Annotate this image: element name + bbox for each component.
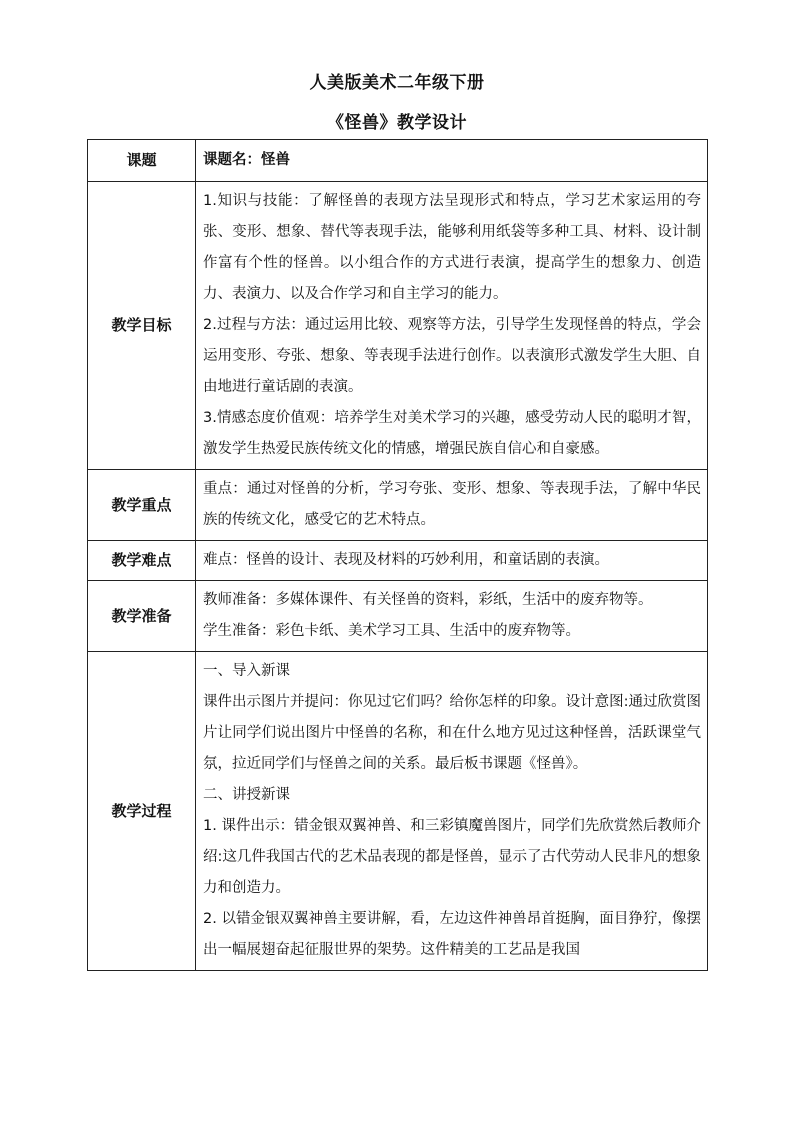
row-label-process: 教学过程 <box>88 652 196 971</box>
table-row-process <box>88 652 708 971</box>
preparation-paragraph: 学生准备：彩色卡纸、美术学习工具、生活中的废弃物等。 <box>203 623 580 639</box>
goal-paragraph: 2.过程与方法：通过运用比较、观察等方法，引导学生发现怪兽的特点，学会运用变形、夸张、想象、等表现手法进行创作。以表演形式激发学生大胆、自由地进行童话剧的表演。 <box>203 317 701 395</box>
table-row-goals <box>88 182 708 470</box>
table-row-key-points <box>88 470 708 541</box>
goal-paragraph: 1.知识与技能：了解怪兽的表现方法呈现形式和特点，学习艺术家运用的夸张、变形、想象、替代等表现手法，能够利用纸袋等多种工具、材料、设计制作富有个性的怪兽。以小组合作的方式进行表演，提高学生的想象力、创造力、表演力、以及合作学习和自主学习的能力。 <box>203 193 701 302</box>
document-subtitle: 《怪兽》教学设计 <box>327 113 467 133</box>
row-content-goals <box>196 182 708 470</box>
row-content-process <box>196 652 708 971</box>
row-label-difficulties: 教学难点 <box>88 541 196 581</box>
topic-name: 怪兽 <box>261 152 290 168</box>
table-row-preparation <box>88 581 708 652</box>
row-content-key-points <box>196 470 708 541</box>
document-title: 人美版美术二年级下册 <box>309 73 485 93</box>
lesson-plan-table <box>87 139 708 971</box>
table-row-topic <box>88 140 708 182</box>
row-content-difficulties <box>196 541 708 581</box>
process-paragraph: 2. 以错金银双翼神兽主要讲解，看，左边这件神兽昂首挺胸，面目狰狞，像摆出一幅展翅奋起征服世界的架势。这件精美的工艺品是我国 <box>203 911 701 958</box>
key-point-paragraph: 重点：通过对怪兽的分析，学习夸张、变形、想象、等表现手法，了解中华民族的传统文化，感受它的艺术特点。 <box>203 481 701 528</box>
row-label-goals: 教学目标 <box>88 182 196 470</box>
goal-paragraph: 3.情感态度价值观：培养学生对美术学习的兴趣，感受劳动人民的聪明才智，激发学生热爱民族传统文化的情感，增强民族自信心和自豪感。 <box>203 410 701 457</box>
process-paragraph: 1. 课件出示：错金银双翼神兽、和三彩镇魔兽图片，同学们先欣赏然后教师介绍:这几件我国古代的艺术品表现的都是怪兽，显示了古代劳动人民非凡的想象力和创造力。 <box>203 818 701 896</box>
difficulty-paragraph: 难点：怪兽的设计、表现及材料的巧妙利用，和童话剧的表演。 <box>203 552 609 568</box>
row-label-key-points: 教学重点 <box>88 470 196 541</box>
table-row-difficulties <box>88 541 708 581</box>
process-paragraph: 一、导入新课 <box>203 663 290 679</box>
process-paragraph: 课件出示图片并提问：你见过它们吗？给你怎样的印象。设计意图:通过欣赏图片让同学们说出图片中怪兽的名称，和在什么地方见过这种怪兽，活跃课堂气氛，拉近同学们与怪兽之间的关系。最后板书课题《怪兽》。 <box>203 694 701 772</box>
preparation-paragraph: 教师准备：多媒体课件、有关怪兽的资料，彩纸，生活中的废弃物等。 <box>203 592 653 608</box>
row-label-topic: 课题 <box>88 140 196 182</box>
row-content-preparation <box>196 581 708 652</box>
topic-prefix: 课题名： <box>203 152 261 168</box>
row-content-topic <box>196 140 708 182</box>
row-label-preparation: 教学准备 <box>88 581 196 652</box>
process-paragraph: 二、讲授新课 <box>203 787 290 803</box>
